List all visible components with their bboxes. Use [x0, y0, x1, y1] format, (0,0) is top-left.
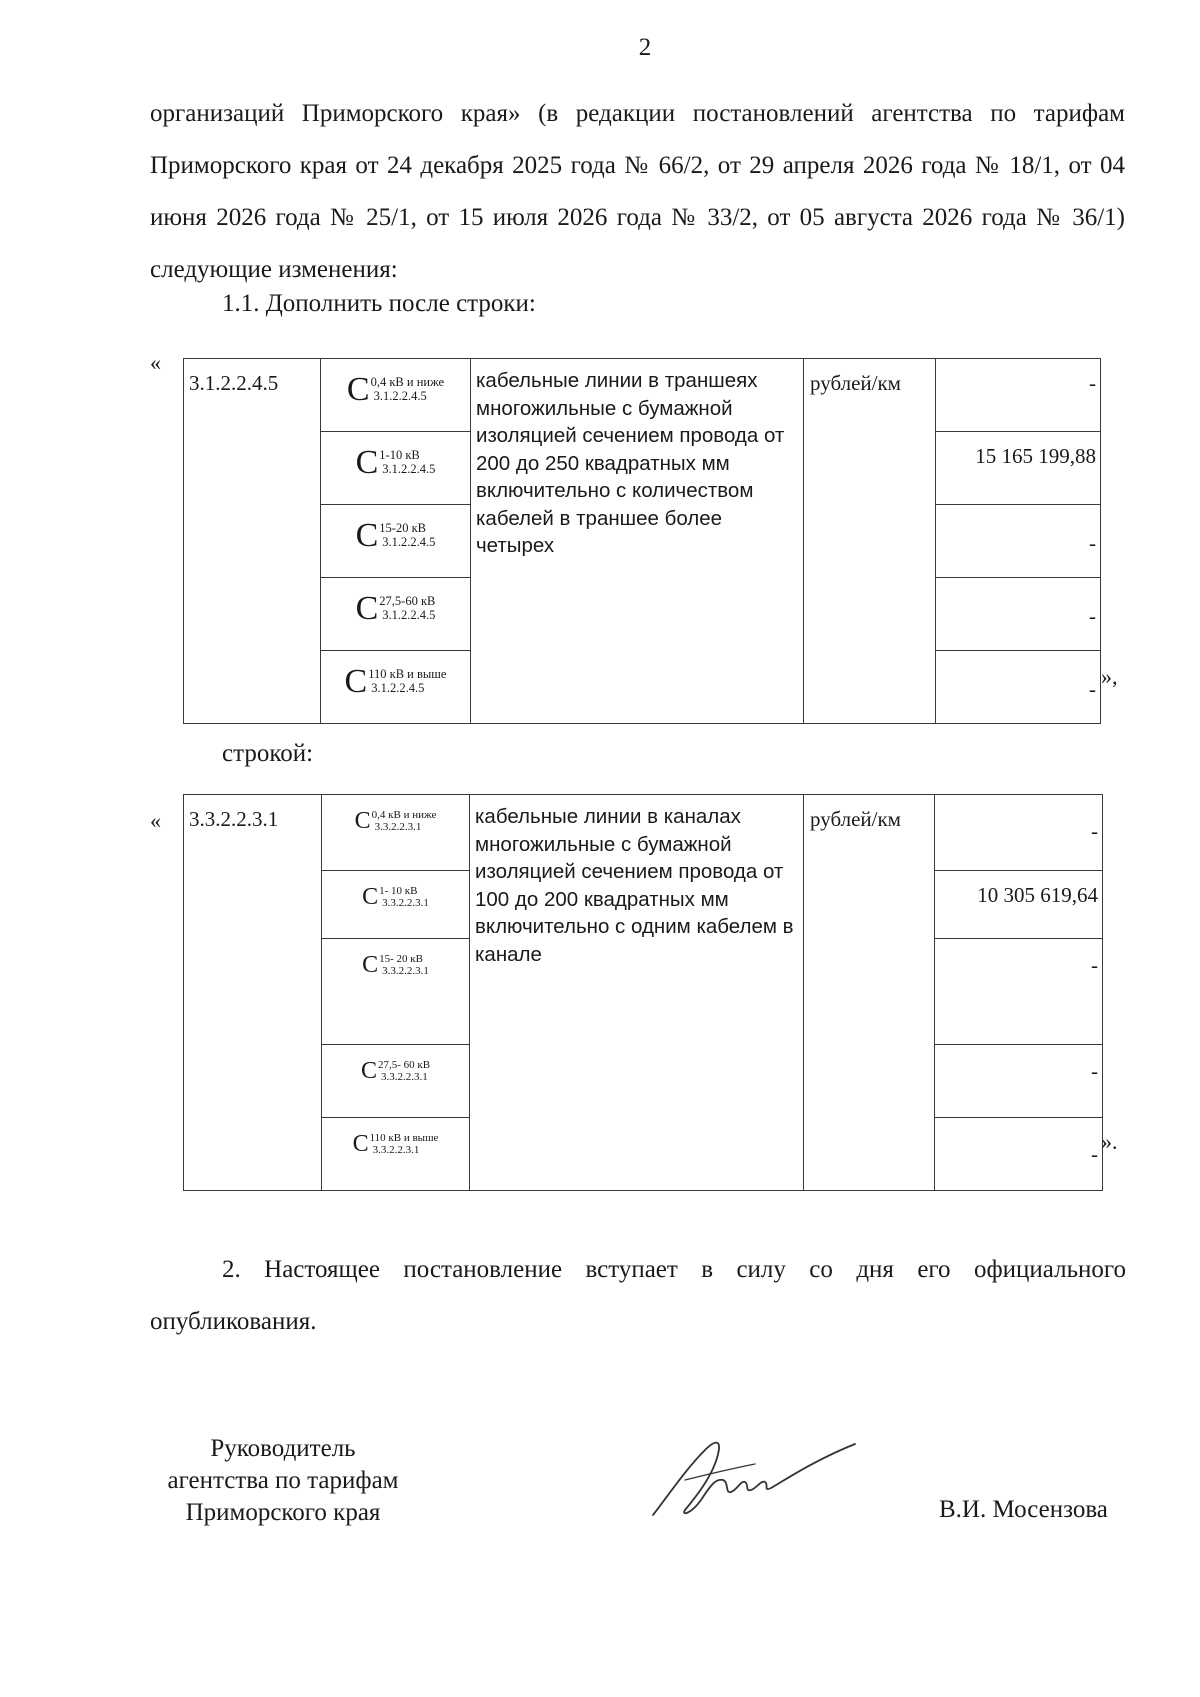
table-1-value: -: [936, 578, 1101, 651]
tariff-table-1: [183, 358, 1101, 724]
point-2-paragraph: 2. Настоящее постановление вступает в силу со дня его официального опубликования.: [150, 1256, 1126, 1335]
table-2-rate-symbol: C 27,5- 60 кВ 3.3.2.2.3.1: [322, 1045, 470, 1118]
table-2-value: -: [935, 1045, 1103, 1118]
table-1-rate-symbol: C 15-20 кВ 3.1.2.2.4.5: [321, 505, 471, 578]
table-2-value: 10 305 619,64: [935, 871, 1103, 939]
table-2-rate-symbol: C 1- 10 кВ 3.3.2.2.3.1: [322, 871, 470, 939]
table-2-rate-symbol: C 110 кВ и выше 3.3.2.2.3.1: [322, 1118, 470, 1191]
table-2-description: кабельные линии в каналах многожильные с бумажной изоляцией сечением провода от 100 до 200 квадратных мм включительно с одним кабелем в канале: [470, 795, 804, 1191]
table-1-rate-symbol: C 0,4 кВ и ниже 3.1.2.2.4.5: [321, 359, 471, 432]
quote-close-1: »,: [1101, 664, 1118, 689]
table-1-value: 15 165 199,88: [936, 432, 1101, 505]
signatory-name: В.И. Мосензова: [939, 1496, 1108, 1523]
intro-paragraph: организаций Приморского края» (в редакции постановлений агентства по тарифам Приморского края от 24 декабря 2025 года № 66/2, от 29 апреля 2026 года № 18/1, от 04 июня 2026 года № 25/1, от 15 июля 2026 года № 33/2, от 05 августа 2026 года № 36/1) следующие изменения:: [150, 100, 1125, 283]
table-1-value: -: [936, 651, 1101, 724]
table-1-code: 3.1.2.2.4.5: [184, 359, 321, 724]
table-1-value: -: [936, 359, 1101, 432]
quote-close-2: ».: [1101, 1129, 1118, 1154]
table-1-rate-symbol: C 27,5-60 кВ 3.1.2.2.4.5: [321, 578, 471, 651]
table-2-code: 3.3.2.2.3.1: [184, 795, 322, 1191]
table-1-unit: рублей/км: [804, 359, 936, 724]
table-1-rate-symbol: C 110 кВ и выше 3.1.2.2.4.5: [321, 651, 471, 724]
table-2-value: -: [935, 1118, 1103, 1191]
quote-open-2: «: [150, 808, 161, 833]
label-stroke: строкой:: [222, 740, 314, 767]
signature-title: Руководитель агентства по тарифам Приморского края: [167, 1435, 399, 1526]
signature-icon: [645, 1430, 865, 1525]
table-1-value: -: [936, 505, 1101, 578]
point-1-1: 1.1. Дополнить после строки:: [222, 290, 536, 317]
table-2-rate-symbol: C 0,4 кВ и ниже 3.3.2.2.3.1: [322, 795, 470, 871]
quote-open-1: «: [150, 350, 161, 375]
table-2-value: -: [935, 795, 1103, 871]
table-1-rate-symbol: C 1-10 кВ 3.1.2.2.4.5: [321, 432, 471, 505]
table-2-unit: рублей/км: [804, 795, 935, 1191]
table-1-description: кабельные линии в траншеях многожильные с бумажной изоляцией сечением провода от 200 до 250 квадратных мм включительно с количеством кабелей в траншее более четырех: [471, 359, 804, 724]
table-2-value: -: [935, 939, 1103, 1045]
table-2-rate-symbol: C 15- 20 кВ 3.3.2.2.3.1: [322, 939, 470, 1045]
page-number: 2: [638, 34, 652, 61]
tariff-table-2: [183, 794, 1103, 1191]
